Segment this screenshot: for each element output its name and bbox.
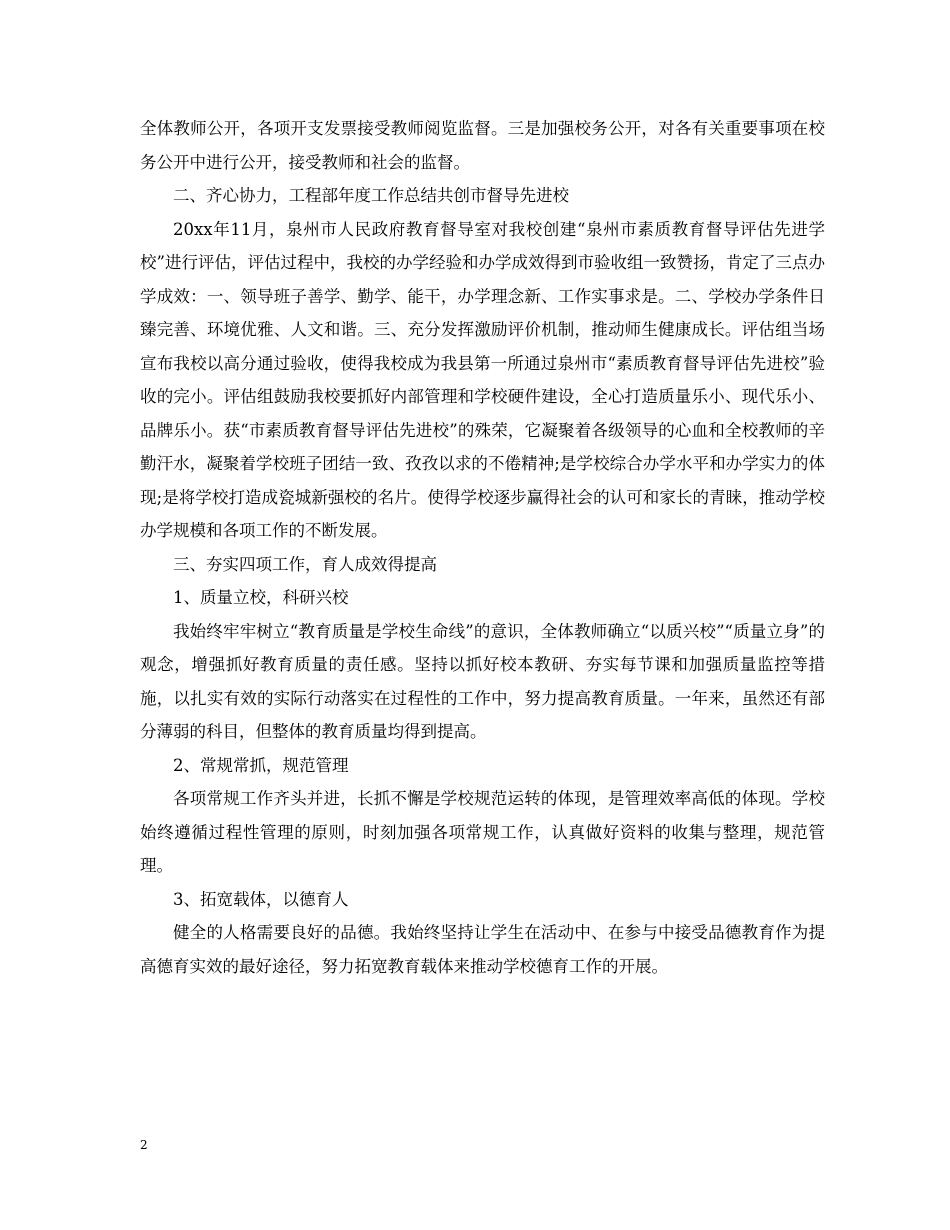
paragraph-moral: 健全的人格需要良好的品德。我始终坚持让学生在活动中、在参与中接受品德教育作为提高德育实效的最好途径，努力拓宽教育载体来推动学校德育工作的开展。 <box>140 923 825 976</box>
paragraph-1: 全体教师公开，各项开支发票接受教师阅览监督。三是加强校务公开，对各有关重要事项在校务公开中进行公开，接受教师和社会的监督。 <box>140 119 825 172</box>
document-body <box>140 112 825 983</box>
paragraph-evaluation: 20xx年11月，泉州市人民政府教育督导室对我校创建“泉州市素质教育督导评估先进学校”进行评估，评估过程中，我校的办学经验和办学成效得到市验收组一致赞扬，肯定了三点办学成效：一、领导班子善学、勤学、能干，办学理念新、工作实事求是。二、学校办学条件日臻完善、环境优雅、人文和谐。三、充分发挥激励评价机制，推动师生健康成长。评估组当场宣布我校以高分通过验收，使得我校成为我县第一所通过泉州市“素质教育督导评估先进校”验收的完小。评估组鼓励我校要抓好内部管理和学校硬件建设，全心打造质量乐小、现代乐小、品牌乐小。获“市素质教育督导评估先进校”的殊荣，它凝聚着各级领导的心血和全校教师的辛勤汗水，凝聚着学校班子团结一致、孜孜以求的不倦精神;是学校综合办学水平和办学实力的体现;是将学校打造成瓷城新强校的名片。使得学校逐步赢得社会的认可和家长的青睐，推动学校办学规模和各项工作的不断发展。 <box>140 219 825 540</box>
paragraph-routine: 各项常规工作齐头并进，长抓不懈是学校规范运转的体现，是管理效率高低的体现。学校始终遵循过程性管理的原则，时刻加强各项常规工作，认真做好资料的收集与整理，规范管理。 <box>140 789 825 875</box>
page-number: 2 <box>140 1138 148 1152</box>
subheading-routine: 2、常规常抓，规范管理 <box>173 755 349 775</box>
paragraph-quality: 我始终牢牢树立“教育质量是学校生命线”的意识，全体教师确立“以质兴校”“质量立身”的观念，增强抓好教育质量的责任感。坚持以抓好校本教研、夯实每节课和加强质量监控等措施，以扎实有效的实际行动落实在过程性的工作中，努力提高教育质量。一年来，虽然还有部分薄弱的科目，但整体的教育质量均得到提高。 <box>140 621 825 741</box>
subheading-moral: 3、拓宽载体，以德育人 <box>173 889 349 909</box>
section-heading-3: 三、夯实四项工作，育人成效得提高 <box>173 554 437 574</box>
subheading-quality: 1、质量立校，科研兴校 <box>173 588 349 607</box>
section-heading-2: 二、齐心协力，工程部年度工作总结共创市督导先进校 <box>173 186 569 205</box>
